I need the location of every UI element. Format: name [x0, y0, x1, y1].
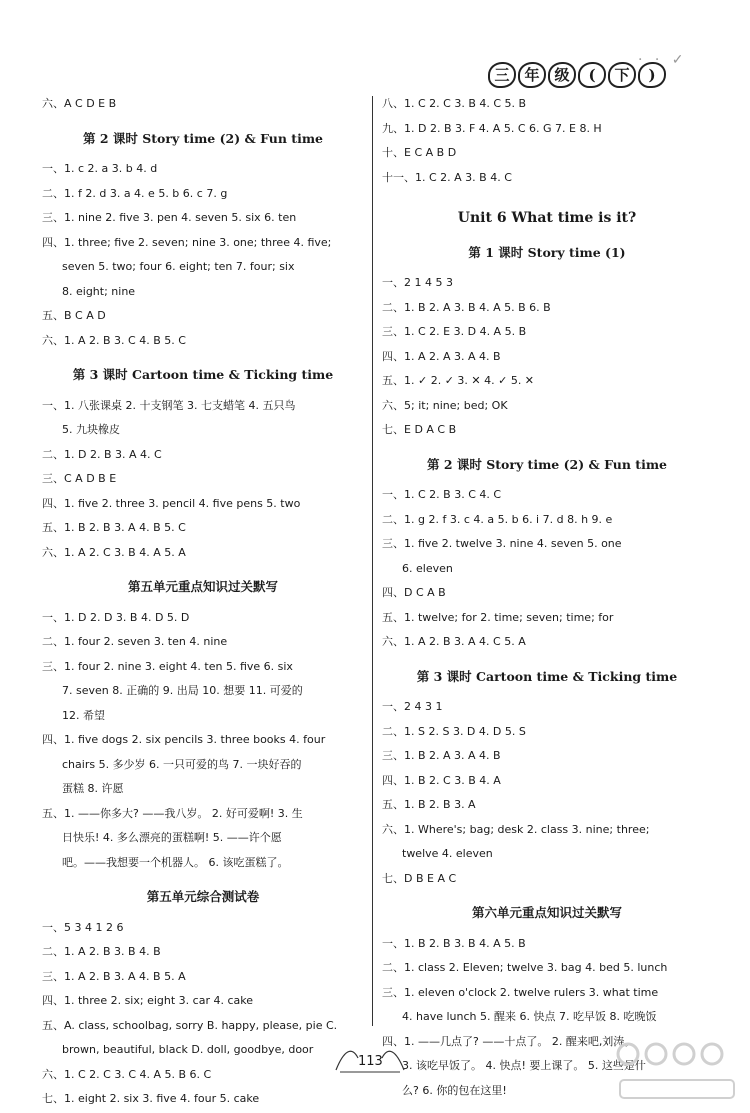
section-heading: 第 1 课时 Story time (1): [468, 244, 626, 260]
answer-line: 六、1. A 2. B 3. A 4. C 5. A: [382, 635, 526, 648]
answer-line: 七、1. eight 2. six 3. five 4. four 5. cake: [42, 1092, 260, 1105]
answer-line: 二、1. g 2. f 3. c 4. a 5. b 6. i 7. d 8. h 9. e: [382, 512, 613, 526]
badge-char: (: [578, 62, 606, 88]
answer-line: 二、1. A 2. B 3. B 4. B: [42, 945, 161, 958]
answer-line: 日快乐! 4. 多么漂亮的蛋糕啊! 5. ——许个愿: [62, 831, 282, 844]
answer-line: 四、1. B 2. C 3. B 4. A: [382, 773, 501, 787]
answer-line: 六、1. C 2. C 3. C 4. A 5. B 6. C: [42, 1067, 212, 1081]
answer-line: 六、1. A 2. C 3. B 4. A 5. A: [42, 545, 186, 559]
answer-line: 二、1. B 2. A 3. B 4. A 5. B 6. B: [382, 300, 551, 314]
answer-line: 五、1. B 2. B 3. A 4. B 5. C: [42, 521, 186, 534]
answer-line: 么? 6. 你的包在这里!: [402, 1083, 507, 1097]
answer-line: 五、1. B 2. B 3. A: [382, 798, 476, 811]
answer-line: 一、1. B 2. B 3. B 4. A 5. B: [382, 936, 526, 950]
answer-line: 蛋糕 8. 许愿: [62, 782, 124, 795]
decorative-dots-icon: · · ✓: [638, 52, 688, 68]
answer-line: 五、1. ——你多大? ——我八岁。 2. 好可爱啊! 3. 生: [42, 806, 303, 820]
answer-line: 吧。——我想要一个机器人。 6. 该吃蛋糕了。: [62, 855, 289, 869]
section-heading: 第 2 课时 Story time (2) & Fun time: [82, 130, 324, 146]
answer-line: 一、5 3 4 1 2 6: [42, 920, 124, 934]
answer-line: chairs 5. 多少岁 6. 一只可爱的鸟 7. 一块好吞的: [62, 757, 302, 771]
answer-line: 二、1. S 2. S 3. D 4. D 5. S: [382, 724, 526, 738]
badge-char: 级: [548, 62, 576, 88]
answer-line: 五、1. twelve; for 2. time; seven; time; for: [382, 610, 614, 624]
answer-line: 六、1. A 2. B 3. C 4. B 5. C: [42, 333, 186, 347]
badge-char: 年: [518, 62, 546, 88]
answer-line: seven 5. two; four 6. eight; ten 7. four; six: [62, 260, 295, 273]
section-heading: 第 3 课时 Cartoon time & Ticking time: [72, 367, 334, 382]
answer-line: 一、1. 八张课桌 2. 十支钢笔 3. 七支蜡笔 4. 五只鸟: [42, 398, 296, 412]
badge-char: ): [638, 62, 666, 88]
answer-line: brown, beautiful, black D. doll, goodbye, door: [62, 1043, 314, 1056]
answer-line: 六、1. Where's; bag; desk 2. class 3. nine; three;: [382, 822, 650, 836]
answer-line: 12. 希望: [62, 708, 105, 722]
answer-line: 5. 九块橡皮: [62, 423, 120, 436]
answer-line: 8. eight; nine: [62, 284, 136, 298]
answer-line: 一、2 1 4 5 3: [382, 276, 453, 289]
answer-line: twelve 4. eleven: [402, 847, 493, 860]
answer-line: 三、1. four 2. nine 3. eight 4. ten 5. five 6. six: [42, 659, 293, 673]
answer-line: 四、1. three 2. six; eight 3. car 4. cake: [42, 994, 253, 1007]
page-number: 113: [358, 1054, 383, 1069]
section-heading: 第六单元重点知识过关默写: [471, 905, 622, 920]
watermark-logo-icon: [612, 1030, 742, 1108]
answer-line: 三、C A D B E: [42, 472, 117, 485]
column-divider: [372, 96, 373, 1026]
answer-line: 三、1. A 2. B 3. A 4. B 5. A: [42, 969, 186, 983]
answer-line: 6. eleven: [402, 561, 453, 575]
answer-line: 四、1. three; five 2. seven; nine 3. one; three 4. five;: [42, 235, 332, 249]
left-column: [42, 92, 364, 1112]
answer-line: 一、2 4 3 1: [382, 700, 443, 713]
section-heading: Unit 6 What time is it?: [457, 210, 637, 226]
answer-line: 三、1. nine 2. five 3. pen 4. seven 5. six 6. ten: [42, 211, 297, 224]
answer-line: 四、1. five 2. three 3. pencil 4. five pens 5. two: [42, 496, 301, 510]
answer-line: 五、A. class, schoolbag, sorry B. happy, please, pie C.: [42, 1018, 338, 1032]
answer-line: 七、D B E A C: [382, 871, 457, 885]
answer-line: 二、1. f 2. d 3. a 4. e 5. b 6. c 7. g: [42, 186, 228, 200]
answer-line: 二、1. class 2. Eleven; twelve 3. bag 4. bed 5. lunch: [382, 961, 668, 974]
badge-char: 三: [488, 62, 516, 88]
answer-line: 六、A C D E B: [42, 97, 117, 110]
answer-line: 十、E C A B D: [382, 146, 457, 159]
section-heading: 第五单元重点知识过关默写: [127, 579, 278, 594]
section-heading: 第五单元综合测试卷: [146, 889, 260, 904]
badge-char: 下: [608, 62, 636, 88]
answer-line: 三、1. B 2. A 3. A 4. B: [382, 749, 501, 762]
answer-line: 一、1. D 2. D 3. B 4. D 5. D: [42, 610, 190, 624]
answer-line: 二、1. D 2. B 3. A 4. C: [42, 447, 162, 461]
answer-line: 八、1. C 2. C 3. B 4. C 5. B: [382, 97, 527, 110]
answer-line: 一、1. C 2. B 3. C 4. C: [382, 488, 502, 501]
answer-line: 五、1. ✓ 2. ✓ 3. ✕ 4. ✓ 5. ✕: [382, 374, 535, 387]
section-heading: 第 3 课时 Cartoon time & Ticking time: [416, 668, 678, 684]
answer-line: 一、1. c 2. a 3. b 4. d: [42, 162, 158, 175]
answer-line: 六、5; it; nine; bed; OK: [382, 398, 508, 412]
answer-line: 四、1. A 2. A 3. A 4. B: [382, 349, 501, 363]
answer-line: 九、1. D 2. B 3. F 4. A 5. C 6. G 7. E 8. H: [382, 121, 602, 135]
answer-line: 4. have lunch 5. 醒来 6. 快点 7. 吃早饭 8. 吃晚饭: [402, 1010, 657, 1023]
answer-line: 三、1. C 2. E 3. D 4. A 5. B: [382, 325, 527, 338]
answer-line: 七、E D A C B: [382, 423, 457, 436]
section-heading: 第 2 课时 Story time (2) & Fun time: [426, 456, 668, 472]
answer-line: 7. seven 8. 正确的 9. 出局 10. 想要 11. 可爱的: [62, 684, 303, 697]
answer-line: 3. 该吃早饭了。 4. 快点! 要上课了。 5. 这些是什: [402, 1059, 646, 1072]
answer-line: 五、B C A D: [42, 309, 106, 322]
answer-line: 四、1. ——几点了? ——十点了。 2. 醒来吧,刘涛。: [382, 1034, 636, 1048]
answer-line: 三、1. eleven o'clock 2. twelve rulers 3. what time: [382, 985, 659, 999]
answer-line: 四、D C A B: [382, 586, 446, 599]
answer-line: 二、1. four 2. seven 3. ten 4. nine: [42, 635, 228, 648]
answer-line: 三、1. five 2. twelve 3. nine 4. seven 5. one: [382, 537, 622, 550]
answer-line: 十一、1. C 2. A 3. B 4. C: [382, 170, 512, 184]
right-column: [382, 92, 712, 1103]
answer-line: 四、1. five dogs 2. six pencils 3. three books 4. four: [42, 733, 326, 746]
